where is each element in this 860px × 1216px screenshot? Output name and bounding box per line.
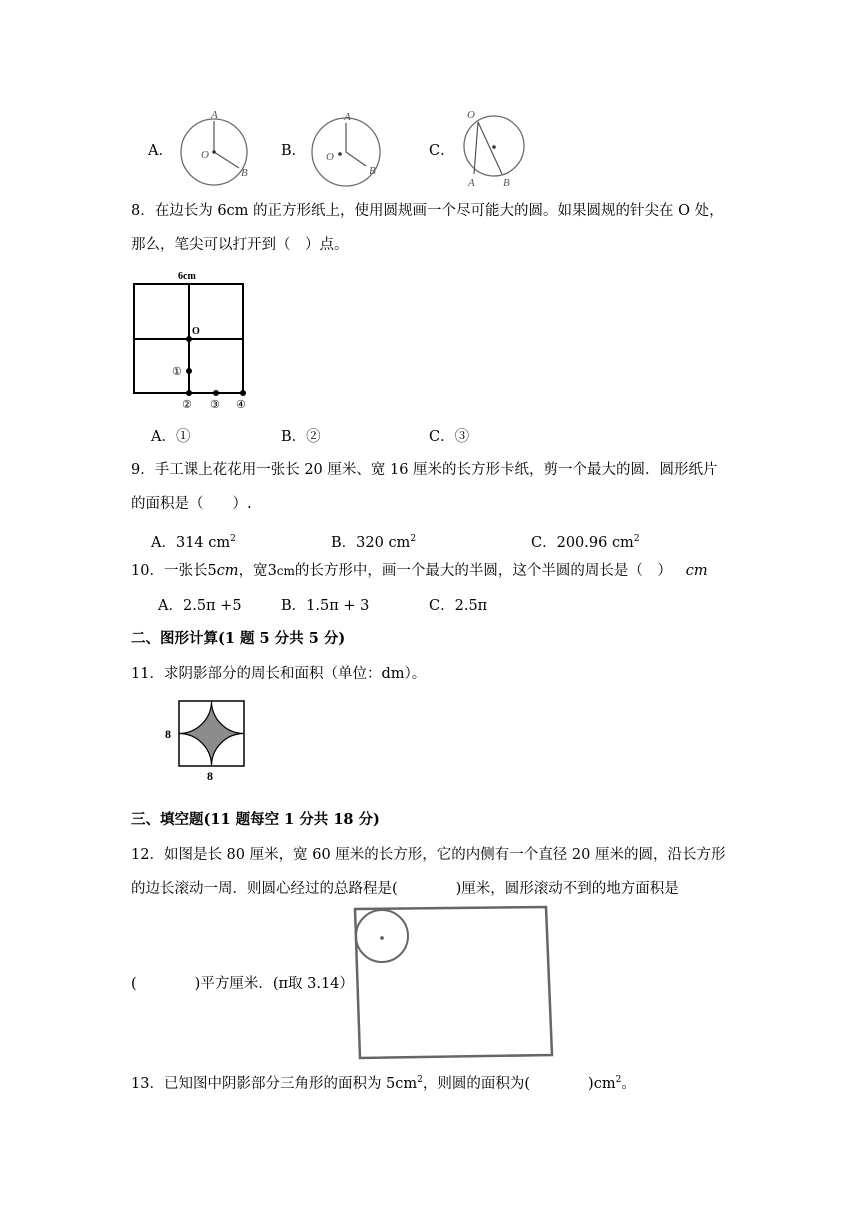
q10-option-b: B．1.5π + 3 bbox=[281, 598, 370, 614]
q8-fig-o-label: O bbox=[192, 326, 200, 337]
q10-option-c: C．2.5π bbox=[429, 598, 488, 614]
section2-heading: 二、图形计算(1 题 5 分共 5 分) bbox=[131, 630, 346, 647]
q8-text-line2: 那么，笔尖可以打开到（ ）点。 bbox=[131, 237, 349, 253]
q7-fig-b-label-a: A bbox=[344, 111, 351, 123]
section3-heading: 三、填空题(11 题每空 1 分共 18 分) bbox=[131, 811, 380, 828]
q7-fig-c-label-b: B bbox=[503, 177, 510, 189]
q7-fig-c-label-a: A bbox=[468, 177, 475, 189]
q9-option-c: C．200.96 $cm^2$ bbox=[531, 534, 640, 551]
q7-figure-b bbox=[308, 106, 390, 190]
q9-text-line2: 的面积是（ ）. bbox=[131, 496, 252, 512]
q9-text-line1: 9．手工课上花花用一张长 20 厘米、宽 16 厘米的长方形卡纸，剪一个最大的圆．圆形纸片 bbox=[131, 462, 718, 478]
q12-figure-rectangle bbox=[350, 903, 560, 1063]
q11-figure-shaded bbox=[160, 696, 252, 788]
q8-option-b: B．② bbox=[281, 429, 321, 445]
q7-fig-b-label-b: B bbox=[369, 165, 376, 177]
q12-text-line1: 12．如图是长 80 厘米，宽 60 厘米的长方形，它的内侧有一个直径 20 厘米的圆，沿长方形 bbox=[131, 847, 726, 863]
q8-text-line1: 8．在边长为 6cm 的正方形纸上，使用圆规画一个尽可能大的圆。如果圆规的针尖在 O 处， bbox=[131, 203, 724, 219]
q7-fig-b-label-o: O bbox=[326, 151, 334, 163]
q8-fig-point-4: ④ bbox=[236, 399, 246, 411]
q11-bottom-label: 8 bbox=[207, 769, 213, 783]
q7-option-a-label: A． bbox=[148, 143, 173, 159]
q8-fig-point-1: ① bbox=[172, 366, 182, 378]
q8-figure-grid bbox=[128, 266, 258, 414]
q9-option-b: B．320 $cm^2$ bbox=[331, 534, 417, 551]
q9-option-a: A．314 $cm^2$ bbox=[151, 534, 236, 551]
q10-option-a: A．2.5π +5 bbox=[158, 598, 242, 614]
q11-text: 11．求阴影部分的周长和面积（单位：dm）。 bbox=[131, 666, 427, 682]
q7-option-b-label: B． bbox=[281, 143, 307, 159]
q8-fig-point-3: ③ bbox=[210, 399, 220, 411]
q8-option-a: A．① bbox=[151, 429, 191, 445]
q7-fig-a-label-o: O bbox=[201, 149, 209, 161]
q12-text-line2: 的边长滚动一周．则圆心经过的总路程是( )厘米，圆形滚动不到的地方面积是 bbox=[131, 881, 679, 897]
q7-fig-a-label-a: A bbox=[211, 109, 218, 121]
q7-option-c-label: C． bbox=[429, 143, 455, 159]
q7-figure-a bbox=[178, 106, 258, 190]
q8-option-c: C．③ bbox=[429, 429, 470, 445]
q12-text-line3: ( )平方厘米．(π取 3.14） bbox=[131, 976, 354, 992]
q11-side-label: 8 bbox=[165, 727, 171, 741]
q8-fig-point-2: ② bbox=[182, 399, 192, 411]
q7-figure-c bbox=[460, 104, 532, 192]
q10-text: 10．一张长5cm，宽3cm的长方形中，画一个最大的半圆，这个半圆的周长是（ ） cm bbox=[131, 563, 708, 579]
q8-fig-top-label: 6cm bbox=[178, 271, 196, 282]
q13-text: 13．已知图中阴影部分三角形的面积为 $5cm^2$，则圆的面积为( )$cm^2$。 bbox=[131, 1075, 636, 1092]
q7-fig-a-label-b: B bbox=[241, 167, 248, 179]
q7-fig-c-label-o: O bbox=[467, 109, 475, 121]
